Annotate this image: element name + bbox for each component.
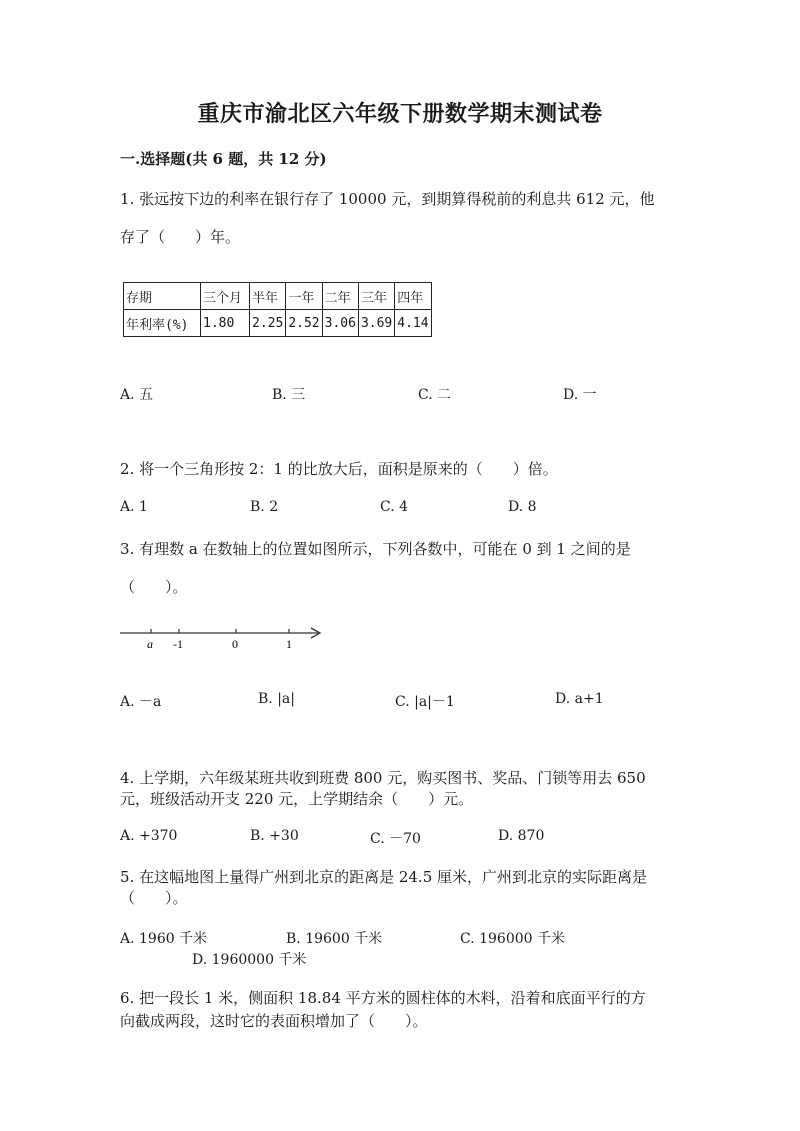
question-4-text-line2: 元，班级活动开支 220 元，上学期结余（ ）元。 [120, 790, 474, 808]
question-3-text-line1: 3. 有理数 a 在数轴上的位置如图所示，下列各数中，可能在 0 到 1 之间的是 [120, 540, 631, 558]
option-d: D. a+1 [555, 691, 604, 707]
table-cell: 四年 [395, 283, 431, 310]
option-c: C. 4 [380, 499, 409, 515]
option-a: A. +370 [120, 828, 178, 844]
option-b: B. +30 [250, 828, 299, 844]
table-cell: 3.06 [322, 310, 358, 337]
table-cell: 3.69 [358, 310, 394, 337]
question-6-text-line2: 向截成两段，这时它的表面积增加了（ ）。 [120, 1012, 428, 1030]
question-6-text-line1: 6. 把一段长 1 米，侧面积 18.84 平方米的圆柱体的木料，沿着和底面平行的方 [120, 989, 646, 1007]
question-2-text: 2. 将一个三角形按 2：1 的比放大后，面积是原来的（ ）倍。 [120, 460, 558, 478]
option-a: A. 1960 千米 [120, 931, 208, 947]
table-cell: 2.25 [250, 310, 286, 337]
option-b: B. 19600 千米 [286, 931, 383, 947]
label-1: 1 [286, 637, 292, 651]
table-cell: 三年 [358, 283, 394, 310]
table-cell: 二年 [322, 283, 358, 310]
section-heading: 一.选择题(共 6 题，共 12 分) [120, 150, 327, 168]
number-line-figure [118, 620, 328, 656]
label-a: a [147, 637, 153, 651]
table-cell: 年利率(%) [124, 310, 201, 337]
table-cell: 一年 [286, 283, 322, 310]
question-1-text-line1: 1. 张远按下边的利率在银行存了 10000 元，到期算得税前的利息共 612 元，他 [120, 190, 655, 208]
option-a: A. －a [120, 694, 162, 710]
label-0: 0 [232, 637, 238, 651]
option-c: C. －70 [370, 831, 421, 847]
option-c: C. |a|－1 [395, 694, 455, 710]
table-row [124, 283, 432, 310]
option-b: B. 三 [272, 387, 306, 403]
table-cell: 存期 [124, 283, 201, 310]
table-cell: 4.14 [395, 310, 431, 337]
option-b: B. |a| [258, 691, 295, 707]
option-d: D. 一 [563, 387, 597, 403]
table-cell: 半年 [250, 283, 286, 310]
table-cell: 三个月 [201, 283, 250, 310]
question-5-text-line1: 5. 在这幅地图上量得广州到北京的距离是 24.5 厘米，广州到北京的实际距离是 [120, 868, 648, 886]
interest-rate-table [123, 282, 432, 337]
question-4-text-line1: 4. 上学期，六年级某班共收到班费 800 元，购买图书、奖品、门锁等用去 650 [120, 769, 646, 787]
label-minus-1: -1 [173, 637, 183, 651]
option-d: D. 870 [498, 828, 545, 844]
option-a: A. 五 [120, 387, 154, 403]
option-b: B. 2 [250, 499, 279, 515]
option-d: D. 1960000 千米 [192, 952, 307, 968]
question-3-text-line2: （ ）。 [120, 578, 188, 596]
option-c: C. 二 [418, 387, 452, 403]
table-cell: 1.80 [201, 310, 250, 337]
option-a: A. 1 [120, 499, 148, 515]
table-cell: 2.52 [286, 310, 322, 337]
question-1-text-line2: 存了（ ）年。 [120, 228, 241, 246]
option-c: C. 196000 千米 [460, 931, 566, 947]
table-row [124, 310, 432, 337]
option-d: D. 8 [508, 499, 537, 515]
question-5-text-line2: （ ）。 [120, 889, 188, 907]
page-title: 重庆市渝北区六年级下册数学期末测试卷 [197, 101, 603, 127]
